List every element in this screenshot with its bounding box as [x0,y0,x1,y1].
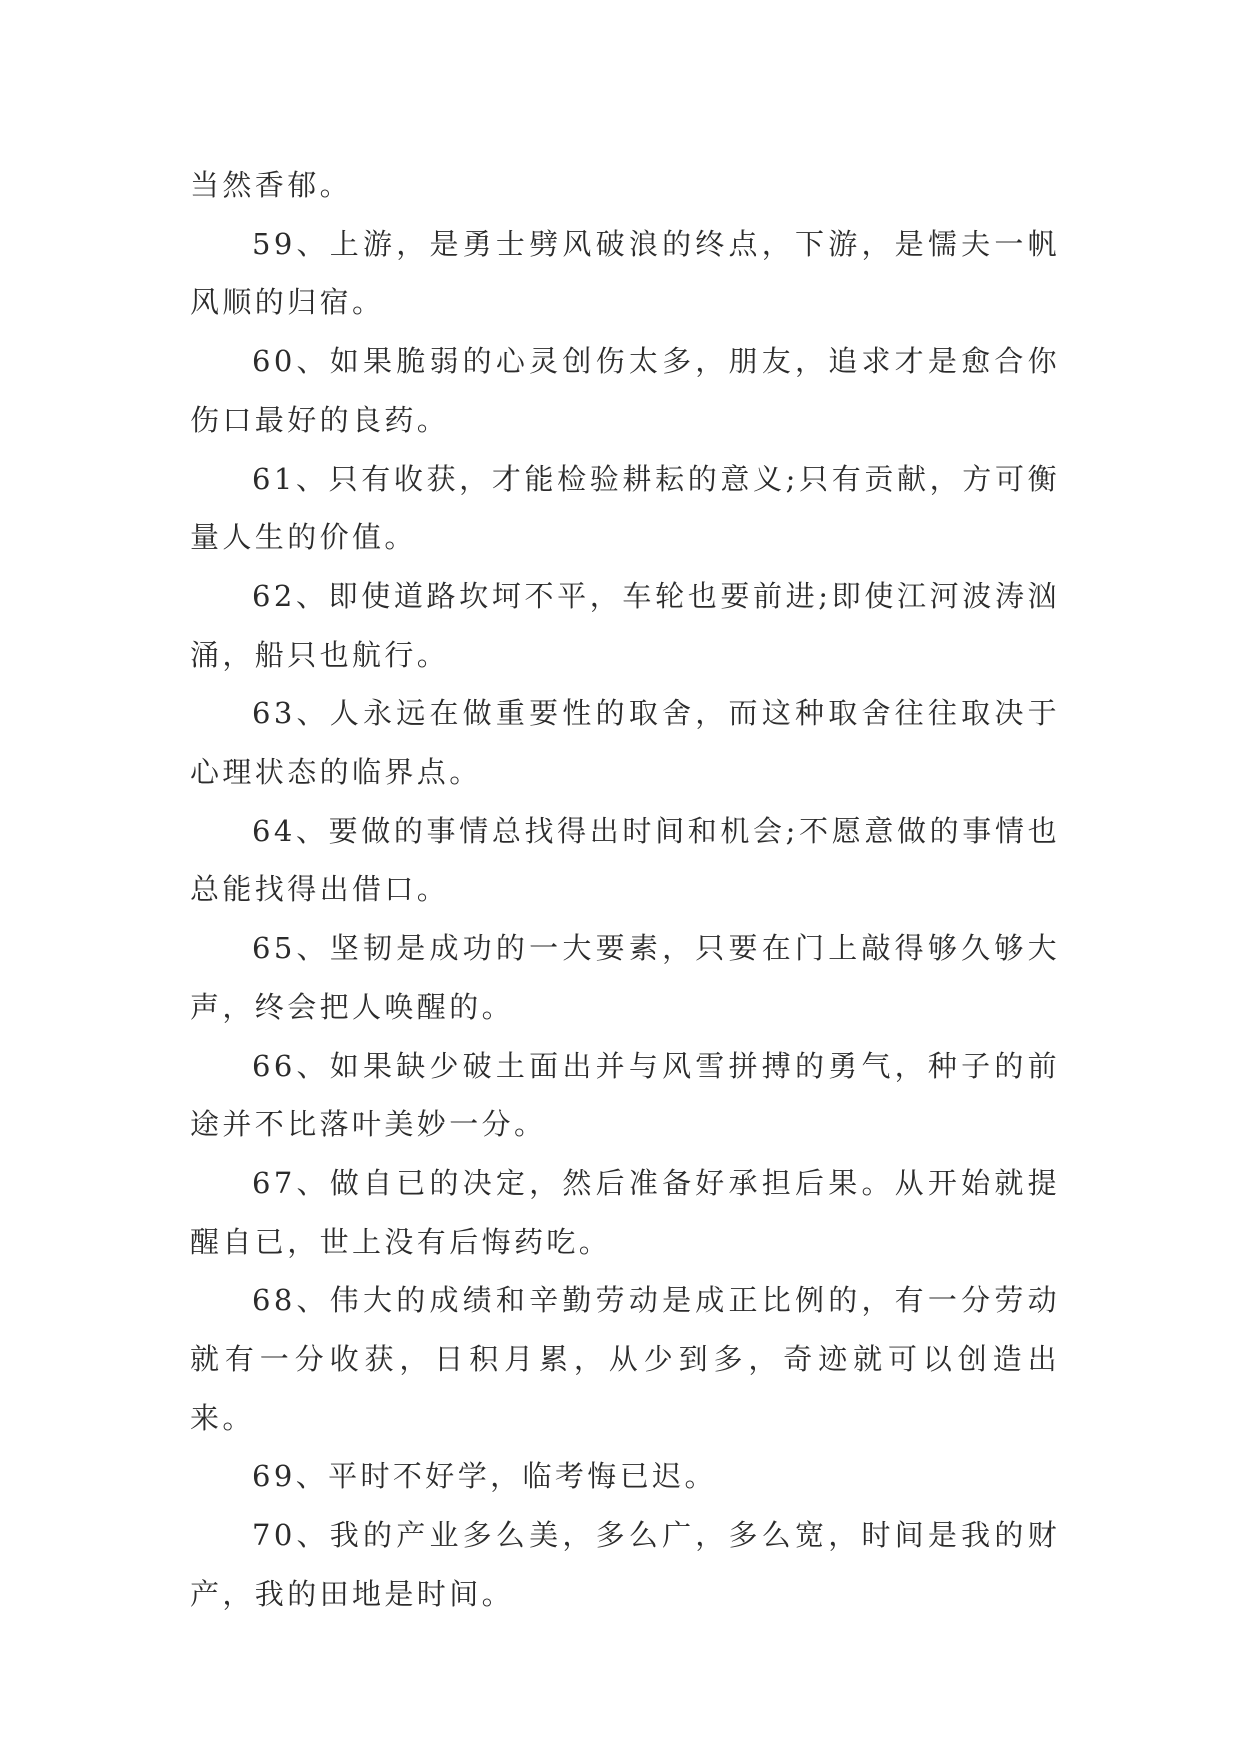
paragraph-69: 69、平时不好学，临考悔已迟。 [252,1459,717,1494]
paragraph-66: 66、如果缺少破土面出并与风雪拼搏的勇气，种子的前途并不比落叶美妙一分。 [190,1048,1060,1142]
document-body [190,156,1060,1624]
paragraph-61: 61、只有收获，才能检验耕耘的意义;只有贡献，方可衡量人生的价值。 [190,461,1060,555]
paragraph-68: 68、伟大的成绩和辛勤劳动是成正比例的，有一分劳动就有一分收获，日积月累，从少到多，奇迹就可以创造出来。 [190,1283,1060,1435]
paragraph-60: 60、如果脆弱的心灵创伤太多，朋友，追求才是愈合你伤口最好的良药。 [190,344,1060,437]
paragraph-64: 64、要做的事情总找得出时间和机会;不愿意做的事情也总能找得出借口。 [190,813,1060,907]
paragraph-65: 65、坚韧是成功的一大要素，只要在门上敲得够久够大声，终会把人唤醒的。 [190,931,1060,1024]
paragraph-67: 67、做自已的决定，然后准备好承担后果。从开始就提醒自已，世上没有后悔药吃。 [190,1165,1060,1259]
paragraph-62: 62、即使道路坎坷不平，车轮也要前进;即使江河波涛汹涌，船只也航行。 [190,578,1060,672]
paragraph-63: 63、人永远在做重要性的取舍，而这种取舍往往取决于心理状态的临界点。 [190,696,1060,790]
paragraph-continuation: 当然香郁。 [190,168,353,202]
paragraph-59: 59、上游，是勇士劈风破浪的终点，下游，是懦夫一帆风顺的归宿。 [190,226,1060,320]
paragraph-70: 70、我的产业多么美，多么广，多么宽，时间是我的财产，我的田地是时间。 [190,1518,1060,1611]
